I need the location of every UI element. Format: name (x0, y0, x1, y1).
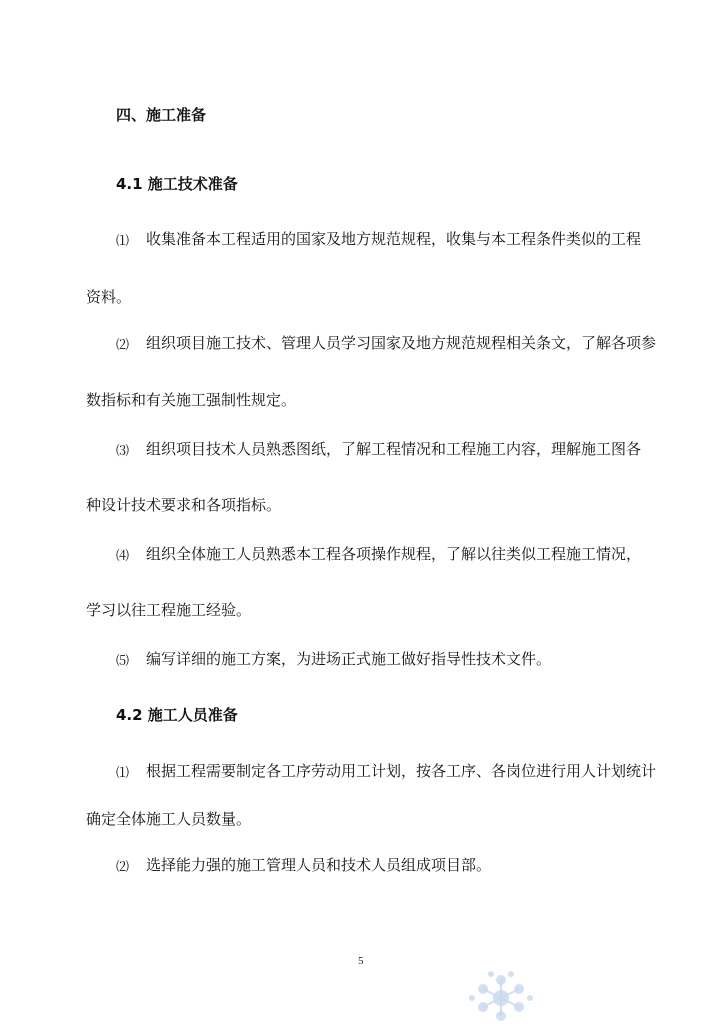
list-marker: ⑵ (116, 860, 130, 875)
section-title: 四、施工准备 (116, 106, 207, 124)
subsection-title-4-2: 4.2 施工人员准备 (116, 706, 238, 724)
list-item-text: 选择能力强的施工管理人员和技术人员组成项目部。 (146, 856, 492, 874)
list-marker: ⑶ (116, 444, 130, 459)
list-item-continuation: 学习以往工程施工经验。 (86, 601, 252, 619)
list-item-continuation: 确定全体施工人员数量。 (86, 810, 252, 828)
list-item-text: 编写详细的施工方案，为进场正式施工做好指导性技术文件。 (146, 650, 552, 668)
list-marker: ⑴ (116, 766, 130, 781)
subsection-title-4-1: 4.1 施工技术准备 (116, 175, 238, 193)
list-item-text: 组织项目施工技术、管理人员学习国家及地方规范规程相关条文，了解各项参 (146, 334, 657, 352)
list-marker: ⑷ (116, 549, 130, 564)
snowflake-logo-icon (466, 968, 536, 1024)
list-marker: ⑵ (116, 338, 130, 353)
list-item-continuation: 数指标和有关施工强制性规定。 (86, 391, 297, 409)
list-item-text: 组织项目技术人员熟悉图纸，了解工程情况和工程施工内容，理解施工图各 (146, 440, 642, 458)
list-item-continuation: 种设计技术要求和各项指标。 (86, 496, 282, 514)
list-item-continuation: 资料。 (86, 288, 132, 306)
list-item-text: 组织全体施工人员熟悉本工程各项操作规程，了解以往类似工程施工情况， (146, 545, 642, 563)
list-item-text: 收集准备本工程适用的国家及地方规范规程，收集与本工程条件类似的工程 (146, 230, 642, 248)
list-item-text: 根据工程需要制定各工序劳动用工计划，按各工序、各岗位进行用人计划统计 (146, 762, 657, 780)
list-marker: ⑸ (116, 654, 130, 669)
page-number: 5 (358, 955, 364, 967)
list-marker: ⑴ (116, 234, 130, 249)
